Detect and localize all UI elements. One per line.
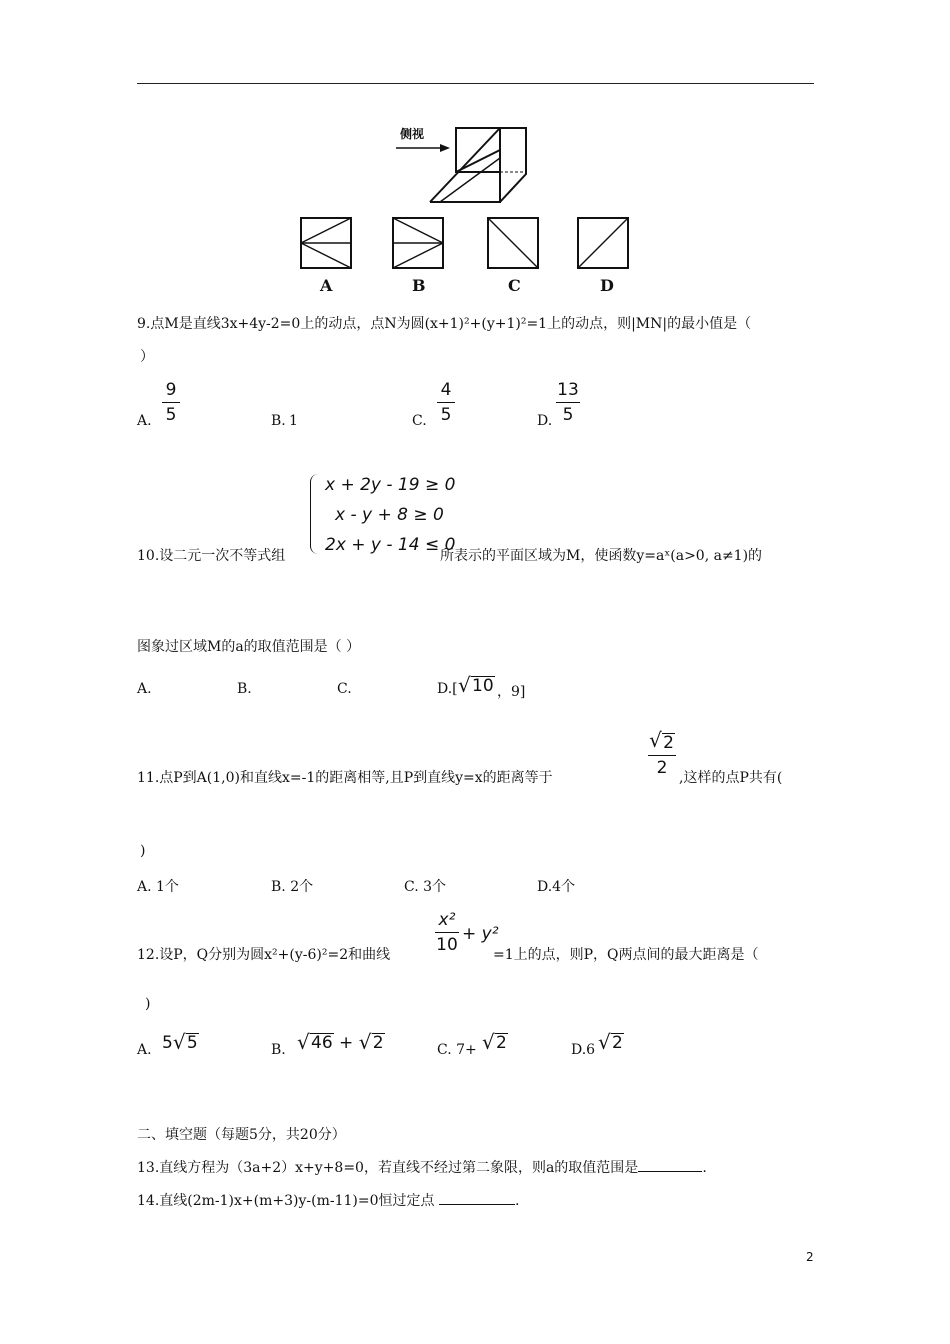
page-number: 2	[806, 1250, 814, 1264]
q11-option-c: C. 3个	[404, 879, 447, 895]
q9-option-d-fraction: 13 5	[557, 380, 579, 425]
q10-option-b-label: B.	[237, 681, 252, 697]
q13-stem: 13.直线方程为（3a+2）x+y+8=0，若直线不经过第二象限，则a的取值范围是	[137, 1160, 639, 1176]
q11-option-a: A. 1个	[137, 879, 179, 895]
q14-stem: 14.直线(2m-1)x+(m+3)y-(m-11)=0恒过定点	[137, 1193, 435, 1209]
q10-stem-prefix: 10.设二元一次不等式组	[137, 548, 286, 564]
q10-system-line-2: x - y + 8 ≥ 0	[335, 505, 444, 525]
q14-line: 14.直线(2m-1)x+(m+3)y-(m-11)=0恒过定点 .	[137, 1193, 520, 1209]
q11-stem-end: )	[140, 843, 146, 859]
q11-stem-prefix: 11.点P到A(1,0)和直线x=-1的距离相等,且P到直线y=x的距离等于	[137, 770, 553, 786]
q12-option-d-label: D.6	[571, 1042, 596, 1058]
view-label-b: B	[412, 276, 426, 295]
q12-curve-plus: + y²	[462, 924, 499, 944]
q14-answer-blank[interactable]	[439, 1192, 515, 1205]
q12-option-b-label: B.	[271, 1042, 286, 1058]
q11-stem-suffix: ,这样的点P共有(	[679, 770, 783, 786]
q12-curve-fraction: x² 10	[436, 910, 458, 955]
q10-system-line-3: 2x + y - 14 ≤ 0	[325, 535, 456, 555]
q12-option-a-label: A.	[137, 1042, 152, 1058]
q10-system-line-1: x + 2y - 19 ≥ 0	[325, 475, 456, 495]
q9-stem-end: ）	[140, 349, 154, 365]
view-option-c	[488, 218, 538, 268]
view-option-a	[301, 218, 351, 268]
q13-line: 13.直线方程为（3a+2）x+y+8=0，若直线不经过第二象限，则a的取值范围是 .	[137, 1160, 707, 1176]
view-label-a: A	[320, 276, 333, 295]
q10-option-c-label: C.	[337, 681, 352, 697]
view-option-d	[578, 218, 628, 268]
q10-stem-line-2: 图象过区域M的a的取值范围是（ ）	[137, 639, 361, 655]
q10-option-d-label: D.[	[437, 681, 458, 697]
header-rule	[137, 83, 814, 84]
section-2-heading: 二、填空题（每题5分，共20分）	[137, 1127, 346, 1143]
q9-option-c-label: C.	[412, 413, 427, 429]
q10-option-d-sqrt: √ 10	[458, 676, 495, 696]
q12-option-c-sqrt: √ 2	[482, 1033, 508, 1053]
q12-stem-end: )	[145, 996, 151, 1012]
q9-option-c-fraction: 4 5	[437, 380, 455, 425]
view-label-d: D	[600, 276, 614, 295]
view-option-b	[393, 218, 443, 268]
q12-stem-prefix: 12.设P，Q分别为圆x²+(y-6)²=2和曲线	[137, 947, 391, 963]
side-view-label: 侧视	[400, 127, 425, 141]
three-view-figure	[290, 118, 650, 298]
q12-stem-suffix: =1上的点，则P，Q两点间的最大距离是（	[493, 947, 759, 963]
q10-option-a-label: A.	[137, 681, 152, 697]
q10-option-d-rest: ，9]	[497, 684, 526, 700]
q9-option-b-label: B.	[271, 413, 286, 429]
q11-distance-fraction: √ 2 2	[648, 733, 676, 778]
q10-stem-suffix: 所表示的平面区域为M，使函数y=aˣ(a>0, a≠1)的	[440, 548, 763, 564]
q9-option-a-fraction: 9 5	[162, 380, 180, 425]
q10-system-brace	[310, 474, 321, 554]
q9-option-d-label: D.	[537, 413, 553, 429]
q9-stem: 9.点M是直线3x+4y-2=0上的动点，点N为圆(x+1)²+(y+1)²=1上的动点，则|MN|的最小值是（	[137, 316, 752, 332]
q9-option-b-value: 1	[289, 413, 298, 429]
q12-option-d-sqrt: √ 2	[598, 1033, 624, 1053]
q12-option-c-label: C. 7+	[437, 1042, 477, 1058]
q9-option-a-label: A.	[137, 413, 152, 429]
q12-option-a-expr: 5√ 5	[162, 1033, 199, 1053]
q12-option-b-expr: √ 46 + √ 2	[297, 1033, 385, 1053]
view-label-c: C	[508, 276, 521, 295]
q13-answer-blank[interactable]	[638, 1159, 702, 1172]
q11-option-d: D.4个	[537, 879, 576, 895]
q11-option-b: B. 2个	[271, 879, 314, 895]
